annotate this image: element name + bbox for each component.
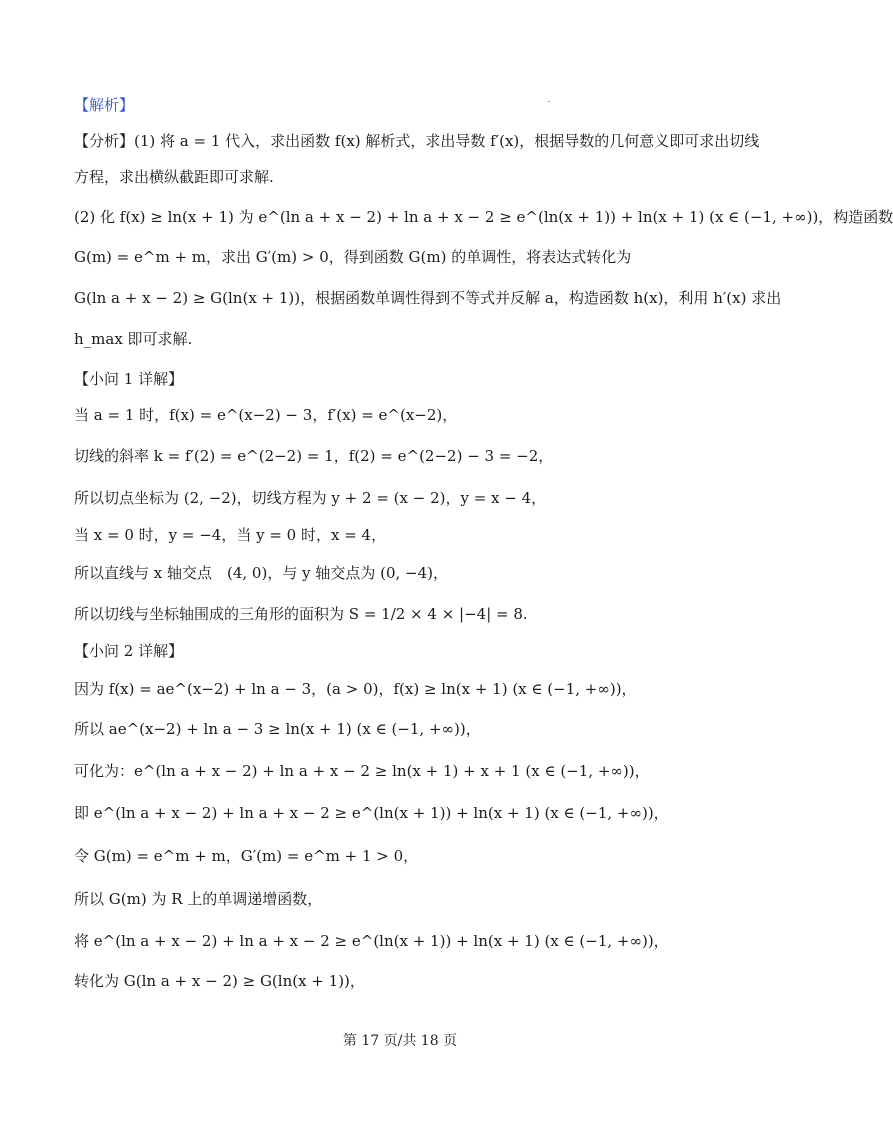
q1-line-3: 所以切点坐标为 (2, −2)，切线方程为 y + 2 = (x − 2)，y = x − 4， (74, 489, 547, 507)
analysis-line-1: 【分析】(1) 将 a = 1 代入，求出函数 f(x) 解析式，求出导数 f′(x)，根据导数的几何意义即可求出切线 (74, 132, 760, 150)
q2-line-7: 将 e^(ln a + x − 2) + ln a + x − 2 ≥ e^(ln(x + 1)) + ln(x + 1) (x ∈ (−1, +∞))， (74, 932, 669, 950)
q2-line-3: 可化为：e^(ln a + x − 2) + ln a + x − 2 ≥ ln(x + 1) + x + 1 (x ∈ (−1, +∞))， (74, 762, 650, 780)
analysis-line-6: h_max 即可求解. (74, 330, 193, 348)
q1-line-5: 所以直线与 x 轴交点 (4, 0)，与 y 轴交点为 (0, −4)， (74, 564, 448, 582)
q1-title: 【小问 1 详解】 (74, 370, 184, 388)
q2-line-1: 因为 f(x) = ae^(x−2) + ln a − 3，(a > 0)，f(x) ≥ ln(x + 1) (x ∈ (−1, +∞))， (74, 680, 637, 698)
page-footer: 第 17 页/共 18 页 (342, 1033, 458, 1049)
q2-line-2: 所以 ae^(x−2) + ln a − 3 ≥ ln(x + 1) (x ∈ (−1, +∞))， (74, 720, 481, 738)
q2-title: 【小问 2 详解】 (74, 642, 184, 660)
q1-line-2: 切线的斜率 k = f′(2) = e^(2−2) = 1，f(2) = e^(2−2) − 3 = −2， (74, 447, 554, 465)
q1-line-6: 所以切线与坐标轴围成的三角形的面积为 S = 1/2 × 4 × |−4| = 8. (74, 605, 528, 623)
q2-line-8: 转化为 G(ln a + x − 2) ≥ G(ln(x + 1))， (74, 972, 365, 990)
q2-line-6: 所以 G(m) 为 R 上的单调递增函数， (74, 890, 323, 908)
analysis-line-5: G(ln a + x − 2) ≥ G(ln(x + 1))，根据函数单调性得到不等式并反解 a，构造函数 h(x)，利用 h′(x) 求出 (74, 289, 782, 307)
q2-line-5: 令 G(m) = e^m + m，G′(m) = e^m + 1 > 0， (74, 847, 419, 865)
analysis-line-2: 方程，求出横纵截距即可求解. (74, 168, 274, 186)
section-header-analysis: 【解析】 (74, 96, 135, 114)
analysis-line-3: (2) 化 f(x) ≥ ln(x + 1) 为 e^(ln a + x − 2) + ln a + x − 2 ≥ e^(ln(x + 1)) + ln(x + 1) (x ∈ (−1, +∞))，构造函数 (74, 208, 893, 226)
q1-line-4: 当 x = 0 时，y = −4，当 y = 0 时，x = 4， (74, 526, 387, 544)
analysis-line-4: G(m) = e^m + m，求出 G′(m) > 0，得到函数 G(m) 的单调性，将表达式转化为 (74, 248, 632, 266)
q1-line-1: 当 a = 1 时，f(x) = e^(x−2) − 3，f′(x) = e^(x−2)， (74, 406, 458, 424)
q2-line-4: 即 e^(ln a + x − 2) + ln a + x − 2 ≥ e^(ln(x + 1)) + ln(x + 1) (x ∈ (−1, +∞))， (74, 804, 669, 822)
